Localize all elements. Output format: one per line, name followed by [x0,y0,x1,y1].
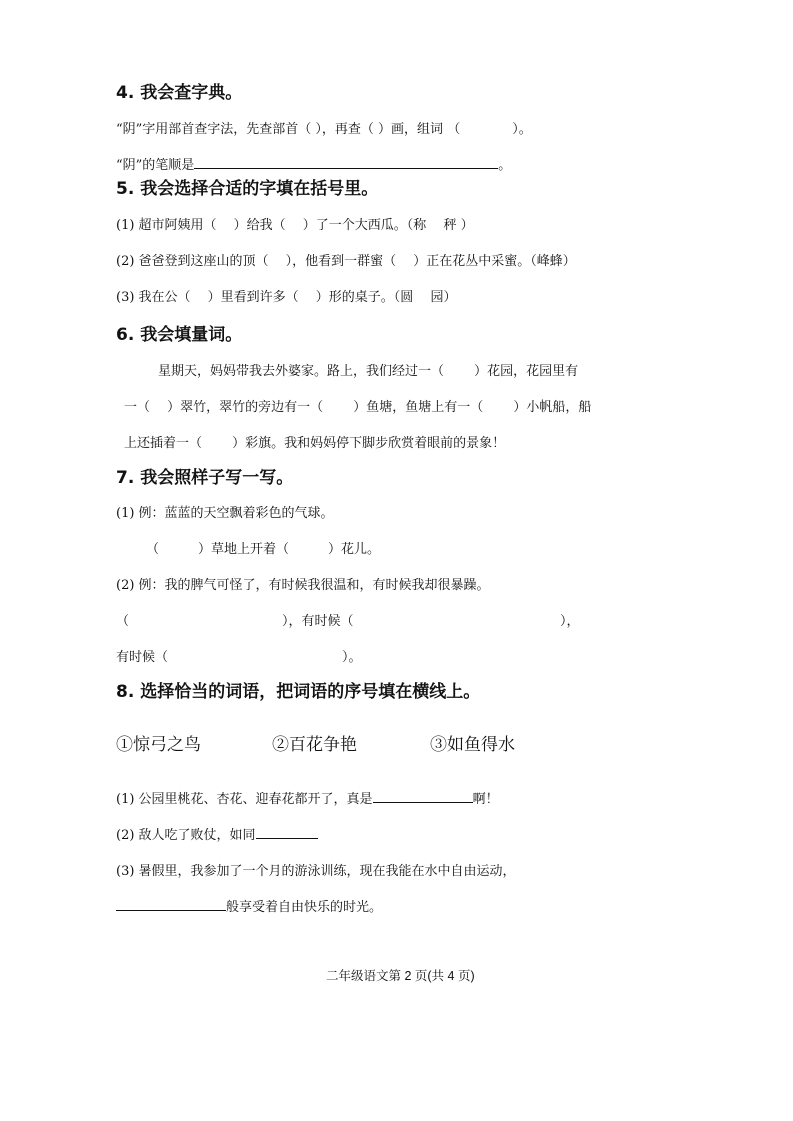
q8-option-1: ①惊弓之鸟 [116,735,201,755]
q7-example-1: (1) 例：蓝蓝的天空飘着彩色的气球。 [116,506,334,521]
q4-line2 [116,154,511,173]
q5-title: 5. 我会选择合适的字填在括号里。 [116,179,379,199]
q8-sentence-4 [116,896,382,915]
q4-line2-suffix: 。 [498,158,512,173]
q4-title: 4. 我会查字典。 [116,83,243,103]
q4-line1: “阴”字用部首查字法，先查部首（ ），再查（ ）画，组词 （ ）。 [116,122,532,137]
q7-fill-2a: （ [116,614,130,629]
q7-title: 7. 我会照样子写一写。 [116,468,294,488]
q6-line-3: 上还插着一（ ）彩旗。我和妈妈停下脚步欣赏着眼前的景象！ [124,436,506,451]
q6-line-2: 一（ ）翠竹，翠竹的旁边有一（ ）鱼塘，鱼塘上有一（ ）小帆船，船 [124,400,592,415]
q8-sentence-2 [116,824,318,843]
stroke-order-blank[interactable] [194,154,498,169]
q7-fill-3b: ）。 [342,650,362,665]
q8-option-2: ②百花争艳 [272,735,357,755]
page-footer: 二年级语文第 2 页(共 4 页) [326,969,475,983]
q7-example-2: (2) 例：我的脾气可怪了，有时候我很温和，有时候我却很暴躁。 [116,578,490,593]
q8-option-3: ③如鱼得水 [430,735,515,755]
q8-sentence-1 [116,788,499,807]
q7-fill-2c: ）， [560,614,580,629]
q8-sentence-2-text: (2) 敌人吃了败仗，如同 [116,828,256,843]
q8-blank-3[interactable] [116,896,226,911]
q7-fill-1: （ ）草地上开着（ ）花儿。 [146,542,381,557]
q8-sentence-3: (3) 暑假里，我参加了一个月的游泳训练，现在我能在水中自由运动， [116,864,516,879]
q8-blank-1[interactable] [373,788,473,803]
q8-sentence-1-end: 啊！ [472,792,499,807]
q7-fill-3a: 有时候（ [116,650,169,665]
q6-title: 6. 我会填量词。 [116,325,243,345]
q5-item-1: (1) 超市阿姨用（ ）给我（ ）了一个大西瓜。（称 秤 ） [116,218,474,233]
q5-item-2: (2) 爸爸登到这座山的顶（ ），他看到一群蜜（ ）正在花丛中采蜜。（峰蜂） [116,254,576,269]
q4-line2-prefix: “阴”的笔顺是 [116,158,195,173]
q7-fill-2b: ），有时候（ [282,614,354,629]
q6-line-1: 星期天，妈妈带我去外婆家。路上，我们经过一（ ）花园，花园里有 [158,364,579,379]
q8-sentence-4-text: 般享受着自由快乐的时光。 [226,900,383,915]
q8-title: 8. 选择恰当的词语，把词语的序号填在横线上。 [116,682,481,702]
q8-blank-2[interactable] [256,824,318,839]
q5-item-3: (3) 我在公（ ）里看到许多（ ）形的桌子。（圆 园） [116,290,457,305]
q8-sentence-1-text: (1) 公园里桃花、杏花、迎春花都开了，真是 [116,792,373,807]
